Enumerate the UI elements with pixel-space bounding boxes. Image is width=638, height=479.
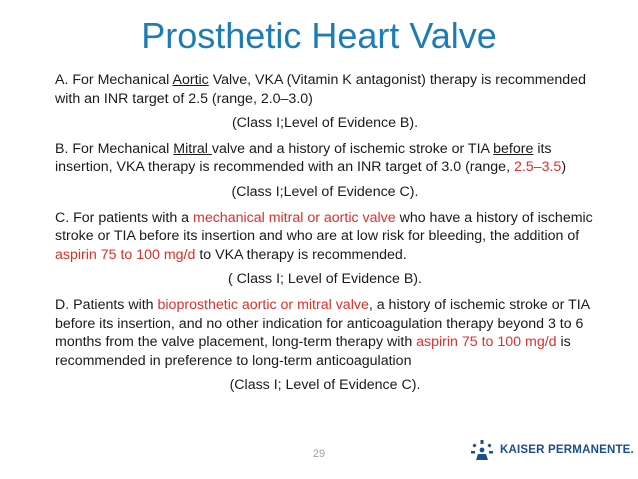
item-c-text: C. For patients with a mechanical mitral or aortic valve who have a history of ischemic stroke or TIA before its insertion and who are at low risk for bleeding, the addition of aspirin 75 to 100 mg/d to VKA therapy is recommended.: [55, 209, 593, 263]
slide-title: Prosthetic Heart Valve: [141, 15, 497, 56]
item-d-class: (Class I; Level of Evidence C).: [229, 377, 421, 394]
item-a-class: (Class I;Level of Evidence B).: [231, 115, 419, 132]
item-d-text: D. Patients with bioprosthetic aortic or mitral valve, a history of ischemic stroke or TIA before its insertion, and no other indication for anticoagulation therapy beyond 3 to 6 months from the valve placement, long-term therapy with aspirin 75 to 100 mg/d is recommended in preference to long-term anticoagulation: [55, 296, 590, 369]
logo-wordmark: KAISER PERMANENTE.: [500, 444, 634, 456]
kaiser-permanente-logo: [470, 439, 634, 461]
underlined-before: before: [493, 140, 534, 157]
highlight-aspirin-dose: aspirin 75 to 100 mg/d: [55, 246, 196, 263]
item-c-class: ( Class I; Level of Evidence B).: [228, 271, 422, 288]
underlined-aortic: Aortic: [172, 72, 209, 88]
page-number: 29: [312, 448, 326, 460]
highlight-aspirin-dose: aspirin 75 to 100 mg/d: [416, 334, 557, 351]
highlight-range: 2.5–3.5: [513, 159, 562, 176]
highlight-bioprosthetic-valve: bioprosthetic aortic or mitral valve: [157, 296, 369, 313]
slide-body: [55, 71, 595, 402]
kaiser-permanente-logo-icon: [470, 439, 494, 461]
item-b-class: (Class I;Level of Evidence C).: [231, 183, 419, 200]
item-b-text: B. For Mechanical Mitral valve and a history of ischemic stroke or TIA before its insertion, VKA therapy is recommended with an INR target of 3.0 (range, 2.5–3.5): [55, 140, 567, 176]
highlight-mechanical-valve: mechanical mitral or aortic valve: [193, 209, 396, 226]
item-a-text: A. For Mechanical Aortic Valve, VKA (Vitamin K antagonist) therapy is recommended with an INR target of 2.5 (range, 2.0–3.0): [55, 72, 586, 107]
underlined-mitral: Mitral: [173, 140, 212, 157]
